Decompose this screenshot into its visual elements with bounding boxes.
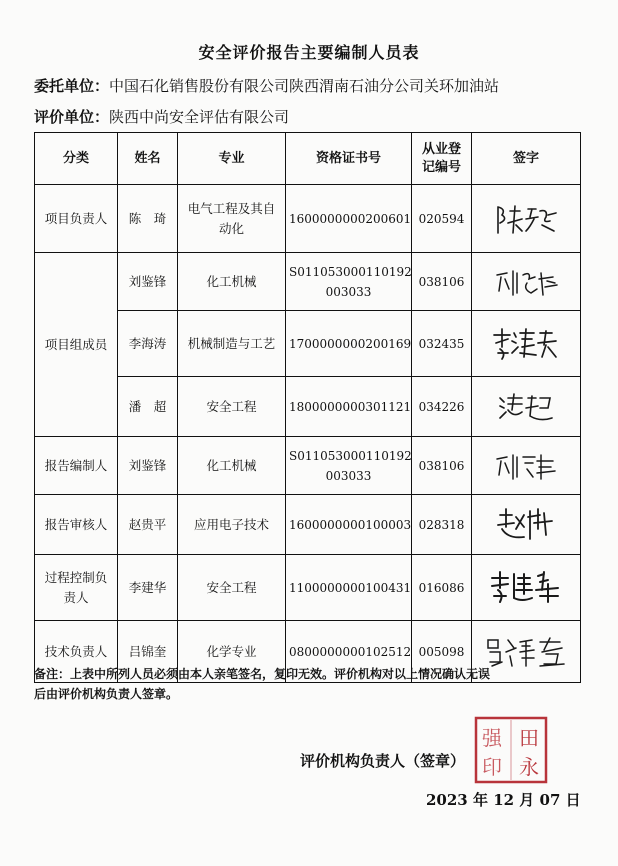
row-reg: 020594	[412, 185, 472, 253]
row-category: 项目组成员	[35, 253, 118, 437]
signature-scribble	[496, 390, 556, 424]
evaluator-value: 陕西中尚安全评估有限公司	[109, 108, 290, 126]
signature-li-haitao	[472, 311, 581, 377]
row-name: 陈 琦	[118, 185, 178, 253]
row-name: 赵贵平	[118, 495, 178, 555]
header-reg	[412, 133, 472, 185]
table-row	[35, 253, 581, 311]
row-cert: 1800000000301121	[286, 377, 412, 437]
header-cert: 资格证书号	[286, 133, 412, 185]
client-line	[34, 75, 499, 96]
note-line1: 备注：上表中所列人员必须由本人亲笔签名，复印无效。评价机构对以上情况确认无误	[34, 667, 491, 681]
header-category: 分类	[35, 133, 118, 185]
row-major: 安全工程	[178, 377, 286, 437]
header-signature: 签字	[472, 133, 581, 185]
table-row	[35, 555, 581, 621]
row-cert	[286, 253, 412, 311]
category-line2: 责人	[63, 589, 89, 605]
row-category	[35, 555, 118, 621]
seal-char-3: 印	[482, 755, 502, 779]
table-row	[35, 495, 581, 555]
signature-pan-chao	[472, 377, 581, 437]
header-reg-line1: 从业登	[421, 141, 461, 157]
table-header-row	[35, 133, 581, 185]
page-title: 安全评价报告主要编制人员表	[198, 43, 420, 62]
row-category: 项目负责人	[35, 185, 118, 253]
seal-char-2: 田	[519, 726, 539, 750]
row-cert: 1100000000100431	[286, 555, 412, 621]
major-line1: 电气工程及其自	[187, 200, 276, 216]
row-name: 李建华	[118, 555, 178, 621]
cert-line1: S011053000110192	[289, 264, 412, 279]
row-name: 李海涛	[118, 311, 178, 377]
row-cert	[286, 437, 412, 495]
cert-line2: 003033	[325, 468, 372, 483]
major-line2: 动化	[218, 220, 244, 236]
row-major: 化学专业	[178, 621, 286, 683]
signature-scribble	[490, 325, 562, 363]
row-major: 机械制造与工艺	[178, 311, 286, 377]
row-cert: 1600000000200601	[286, 185, 412, 253]
row-reg: 034226	[412, 377, 472, 437]
header-reg-line2: 记编号	[421, 159, 461, 175]
header-major: 专业	[178, 133, 286, 185]
row-major: 安全工程	[178, 555, 286, 621]
signature-scribble	[488, 568, 564, 608]
row-major: 应用电子技术	[178, 495, 286, 555]
row-name: 潘 超	[118, 377, 178, 437]
note-line2: 后由评价机构负责人签章。	[34, 687, 179, 701]
signature-scribble	[491, 265, 561, 299]
signature-chen-qi	[472, 185, 581, 253]
row-name: 刘鉴锋	[118, 437, 178, 495]
evaluator-label: 评价单位：	[34, 108, 110, 126]
cert-line1: S011053000110192	[289, 448, 412, 463]
row-reg: 028318	[412, 495, 472, 555]
cert-line2: 003033	[325, 284, 372, 299]
signature-scribble	[490, 201, 562, 237]
row-major: 化工机械	[178, 437, 286, 495]
row-name: 刘鉴锋	[118, 253, 178, 311]
table-row	[35, 185, 581, 253]
table-row	[35, 437, 581, 495]
row-cert: 0800000000102512	[286, 621, 412, 683]
row-cert: 1600000000100003	[286, 495, 412, 555]
category-line1: 过程控制负	[44, 569, 108, 585]
row-category: 报告审核人	[35, 495, 118, 555]
row-reg: 038106	[412, 253, 472, 311]
official-seal-stamp	[472, 714, 550, 786]
evaluator-line	[34, 106, 289, 127]
signature-li-jianhua	[472, 555, 581, 621]
row-major: 化工机械	[178, 253, 286, 311]
row-category: 技术负责人	[35, 621, 118, 683]
date: 2023 年 12 月 07 日	[426, 791, 581, 809]
row-reg: 016086	[412, 555, 472, 621]
signature-zhao-guiping	[472, 495, 581, 555]
note	[34, 664, 586, 704]
row-category: 报告编制人	[35, 437, 118, 495]
row-name: 吕锦奎	[118, 621, 178, 683]
row-reg: 032435	[412, 311, 472, 377]
row-reg: 038106	[412, 437, 472, 495]
signature-liu-jianfeng	[472, 253, 581, 311]
header-name: 姓名	[118, 133, 178, 185]
seal-char-1: 强	[482, 726, 502, 750]
row-reg: 005098	[412, 621, 472, 683]
row-major	[178, 185, 286, 253]
signature-liu-jianfeng-2	[472, 437, 581, 495]
seal-char-4: 永	[519, 755, 539, 779]
signature-scribble	[491, 449, 561, 483]
client-value: 中国石化销售股份有限公司陕西渭南石油分公司关环加油站	[109, 77, 500, 95]
footer-signatory-label: 评价机构负责人（签章）	[300, 752, 466, 770]
row-cert: 1700000000200169	[286, 311, 412, 377]
client-label: 委托单位：	[34, 77, 110, 95]
staff-table	[34, 132, 581, 683]
signature-scribble	[494, 505, 558, 545]
